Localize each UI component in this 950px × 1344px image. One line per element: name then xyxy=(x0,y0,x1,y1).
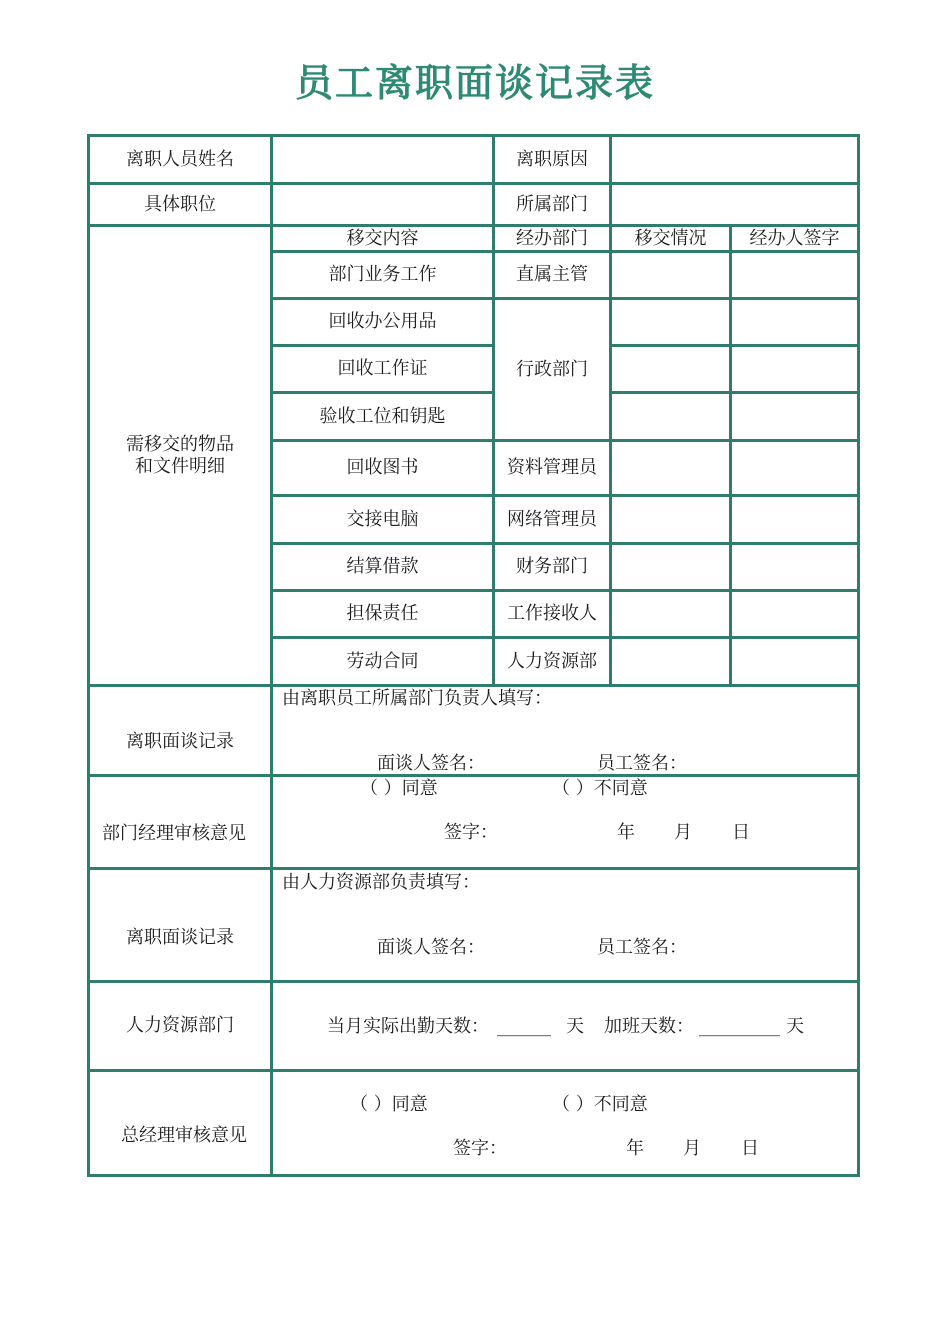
handover-label-line2: 和文件明细 xyxy=(135,455,225,477)
header-handover-status: 移交情况 xyxy=(634,227,707,249)
row-divider xyxy=(610,391,860,394)
item-labor-contract: 劳动合同 xyxy=(346,650,419,672)
table-border-right xyxy=(857,134,860,1177)
gm-month: 月 xyxy=(683,1138,701,1159)
overtime-label: 加班天数： xyxy=(604,1016,694,1037)
item-work-badge: 回收工作证 xyxy=(337,358,428,379)
attendance-label: 当月实际出勤天数： xyxy=(327,1016,489,1037)
header-handling-dept: 经办部门 xyxy=(516,227,588,249)
overtime-day-unit: 天 xyxy=(786,1016,804,1037)
dept-network: 网络管理员 xyxy=(507,508,597,530)
header-handler-signature: 经办人签字 xyxy=(749,227,840,249)
item-computer: 交接电脑 xyxy=(346,508,419,530)
row-divider xyxy=(87,684,860,687)
gm-day: 日 xyxy=(741,1138,759,1159)
item-desk-keys: 验收工位和钥匙 xyxy=(319,405,446,427)
gm-year: 年 xyxy=(626,1138,644,1159)
dept-manager-day: 日 xyxy=(732,822,750,843)
table-border-bottom xyxy=(87,1174,860,1177)
dept-admin: 行政部门 xyxy=(516,358,588,380)
attendance-days-input[interactable]: ______ xyxy=(497,1016,551,1037)
dept-finance: 财务部门 xyxy=(516,556,588,577)
hr-dept-label: 人力资源部门 xyxy=(126,1015,234,1036)
employee-name-field[interactable] xyxy=(273,137,492,182)
gm-disagree[interactable]: （ ）不同意 xyxy=(552,1094,648,1115)
resign-reason-field[interactable] xyxy=(612,137,857,182)
handover-section-label xyxy=(90,227,270,684)
overtime-days-input[interactable]: _________ xyxy=(699,1016,780,1037)
item-guarantee: 担保责任 xyxy=(346,603,419,624)
item-dept-business: 部门业务工作 xyxy=(328,264,437,285)
header-handover-content: 移交内容 xyxy=(346,227,419,249)
row-divider xyxy=(87,867,860,870)
dept-manager-label: 部门经理审核意见 xyxy=(102,823,246,844)
interview-hr-note: 由人力资源部负责填写： xyxy=(282,872,480,893)
dept-manager-year: 年 xyxy=(617,822,635,843)
item-books: 回收图书 xyxy=(346,457,419,478)
interview-dept-note: 由离职员工所属部门负责人填写： xyxy=(282,688,552,709)
interview-hr-label: 离职面谈记录 xyxy=(126,927,234,948)
resign-reason-label: 离职原因 xyxy=(516,148,588,170)
handover-label-line1: 需移交的物品 xyxy=(126,433,234,455)
interviewer-signature: 面谈人签名： xyxy=(377,753,485,774)
gm-agree[interactable]: （ ）同意 xyxy=(350,1094,428,1115)
department-label: 所属部门 xyxy=(516,193,588,215)
employee-signature: 员工签名： xyxy=(597,753,687,774)
gm-signature: 签字： xyxy=(453,1138,507,1159)
hr-interviewer-signature: 面谈人签名： xyxy=(377,937,485,958)
hr-employee-signature: 员工签名： xyxy=(597,937,687,958)
dept-manager-signature: 签字： xyxy=(444,822,498,843)
dept-hr: 人力资源部 xyxy=(507,650,597,672)
employee-name-label: 离职人员姓名 xyxy=(126,148,234,170)
dept-manager-disagree[interactable]: （ ）不同意 xyxy=(552,778,648,799)
row-divider xyxy=(610,344,860,347)
attendance-day-unit: 天 xyxy=(566,1016,584,1037)
interview-dept-label: 离职面谈记录 xyxy=(126,731,234,752)
gm-label: 总经理审核意见 xyxy=(121,1125,247,1146)
dept-manager-agree[interactable]: （ ）同意 xyxy=(360,778,438,799)
position-field[interactable] xyxy=(273,185,492,224)
department-field[interactable] xyxy=(612,185,857,224)
dept-library: 资料管理员 xyxy=(507,457,597,478)
dept-manager-month: 月 xyxy=(674,822,692,843)
position-label: 具体职位 xyxy=(144,193,216,215)
form-title: 员工离职面谈记录表 xyxy=(294,61,655,105)
item-loan-settlement: 结算借款 xyxy=(346,556,419,577)
dept-receiver: 工作接收人 xyxy=(507,603,597,624)
dept-direct-supervisor: 直属主管 xyxy=(516,264,588,285)
row-divider xyxy=(87,1069,860,1072)
column-divider xyxy=(729,224,732,687)
item-office-supplies: 回收办公用品 xyxy=(328,311,437,332)
